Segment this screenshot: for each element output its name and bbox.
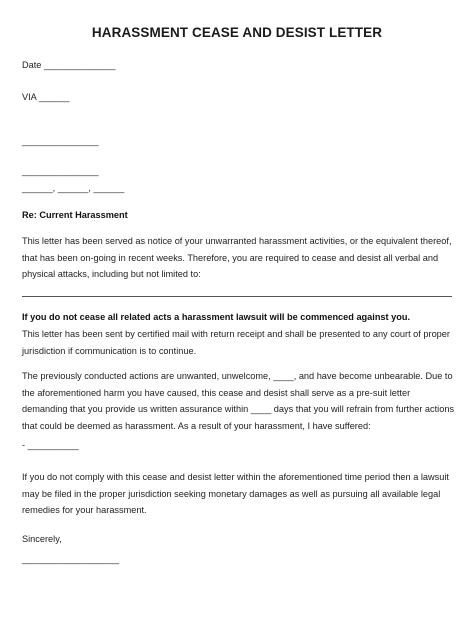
recipient-city-state-zip-line: ______, ______, ______ [22, 183, 125, 193]
recipient-address-line: _______________ [22, 166, 99, 176]
subject-line: Re: Current Harassment [22, 210, 128, 220]
lawsuit-paragraph: If you do not comply with this cease and desist letter within the aforementioned time period then a lawsuit may be filed in the proper jurisdiction seeking monetary damages as well as pursuing all available legal remedies for your harassment. [22, 472, 449, 515]
demand-paragraph: The previously conducted actions are unwanted, unwelcome, ____, and have become unbearable. Due to the aforementioned harm you have caused, this cease and desist shall serve as a pre-suit letter demanding that you provide us written assurance within ____ days that you will refrain from further actions that could be deemed as harassment. As a result of your harassment, I have suffered: [22, 371, 455, 431]
closing-sincerely: Sincerely, [22, 534, 62, 544]
certified-mail-paragraph: This letter has been sent by certified mail with return receipt and shall be presented to any court of proper jurisdiction if communication is to continue. [22, 329, 450, 356]
recipient-name-line: _______________ [22, 136, 99, 146]
letter-title: HARASSMENT CEASE AND DESIST LETTER [91, 25, 383, 40]
signature-line: ___________________ [22, 554, 120, 564]
notice-paragraph: This letter has been served as notice of your unwarranted harassment activities, or the equivalent thereof, that has been on-going in recent weeks. Therefore, you are required to cease and desist all verbal and physical attacks, including but not limited to: [22, 236, 452, 279]
suffered-item-line: - __________ [22, 440, 79, 450]
date-field: Date ______________ [22, 60, 116, 70]
via-field: VIA ______ [22, 92, 70, 102]
activities-blank-line [22, 296, 452, 297]
lawsuit-warning: If you do not cease all related acts a harassment lawsuit will be commenced against you. [22, 312, 411, 322]
